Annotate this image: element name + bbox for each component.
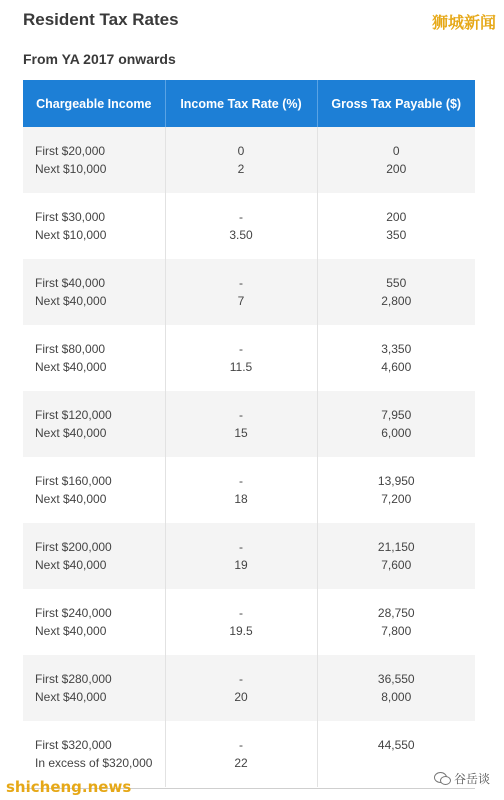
cell-gross-tax-payable-line: 21,150 [377,540,415,554]
cell-gross-tax-payable [317,589,475,655]
cell-chargeable-income [23,655,165,721]
cell-gross-tax-payable [317,523,475,589]
cell-income-tax-rate-line: 15 [234,426,248,440]
header-gross-tax-payable: Gross Tax Payable ($) [317,80,475,127]
cell-income-tax-rate-line: 19.5 [229,624,253,638]
cell-income-tax-rate-line: 22 [234,756,248,770]
cell-chargeable-income [23,589,165,655]
cell-income-tax-rate-line: - [239,672,243,686]
table-row [23,259,475,325]
cell-gross-tax-payable [317,457,475,523]
wechat-icon [434,772,450,785]
cell-income-tax-rate-line: - [239,210,243,224]
cell-chargeable-income [23,457,165,523]
cell-income-tax-rate-line: 20 [234,690,248,704]
table-row [23,523,475,589]
cell-income-tax-rate [165,127,317,193]
cell-income-tax-rate [165,457,317,523]
cell-chargeable-income-line: Next $40,000 [35,690,107,704]
cell-income-tax-rate [165,259,317,325]
watermark-bottom-right-text: 谷岳谈 [453,772,490,786]
cell-gross-tax-payable-line: 350 [386,228,407,242]
cell-chargeable-income-line: Next $40,000 [35,426,107,440]
table-row [23,325,475,391]
cell-income-tax-rate [165,325,317,391]
cell-chargeable-income-line: First $80,000 [35,342,106,356]
cell-gross-tax-payable-line: 7,600 [381,558,412,572]
tax-rates-table [23,80,475,787]
table-row [23,127,475,193]
cell-chargeable-income-line: Next $10,000 [35,228,107,242]
cell-income-tax-rate-line: - [239,408,243,422]
cell-chargeable-income-line: First $160,000 [35,474,112,488]
cell-chargeable-income-line: First $200,000 [35,540,112,554]
cell-income-tax-rate-line: 11.5 [229,360,253,374]
cell-gross-tax-payable-line: 44,550 [377,738,415,752]
cell-gross-tax-payable-line: 7,800 [381,624,412,638]
table-row [23,655,475,721]
cell-gross-tax-payable-line: 36,550 [377,672,415,686]
cell-chargeable-income-line: First $40,000 [35,276,106,290]
cell-chargeable-income-line: In excess of $320,000 [35,756,153,770]
cell-gross-tax-payable-line: 6,000 [381,426,412,440]
cell-gross-tax-payable-line: 200 [386,162,407,176]
cell-gross-tax-payable-line: 550 [386,276,407,290]
cell-chargeable-income [23,325,165,391]
cell-chargeable-income-line: First $30,000 [35,210,106,224]
cell-income-tax-rate [165,655,317,721]
cell-chargeable-income [23,523,165,589]
table-row [23,193,475,259]
header-chargeable-income: Chargeable Income [23,80,165,127]
cell-income-tax-rate-line: - [239,540,243,554]
cell-income-tax-rate-line: - [239,738,243,752]
cell-income-tax-rate [165,523,317,589]
cell-gross-tax-payable-line: 0 [392,144,400,158]
cell-chargeable-income-line: First $120,000 [35,408,112,422]
cell-gross-tax-payable-line: 7,200 [381,492,412,506]
cell-chargeable-income-line: Next $40,000 [35,492,107,506]
cell-gross-tax-payable-line: 3,350 [381,342,412,356]
table-row [23,589,475,655]
watermark-bottom-left: shicheng.news [6,778,132,796]
cell-income-tax-rate-line: 19 [234,558,248,572]
cell-chargeable-income-line: Next $40,000 [35,558,107,572]
cell-income-tax-rate-line: 18 [234,492,248,506]
cell-gross-tax-payable [317,259,475,325]
cell-income-tax-rate [165,391,317,457]
cell-income-tax-rate [165,589,317,655]
cell-income-tax-rate-line: - [239,276,243,290]
cell-income-tax-rate-line: 2 [237,162,245,176]
cell-gross-tax-payable-line: 2,800 [381,294,412,308]
header-income-tax-rate: Income Tax Rate (%) [165,80,317,127]
watermark-top: 狮城新闻 [431,13,496,32]
cell-income-tax-rate-line: 0 [237,144,245,158]
page-title: Resident Tax Rates [23,10,179,29]
cell-gross-tax-payable-line: 4,600 [381,360,412,374]
cell-chargeable-income-line: Next $40,000 [35,360,107,374]
cell-chargeable-income-line: First $280,000 [35,672,112,686]
cell-gross-tax-payable-line: 28,750 [377,606,415,620]
cell-chargeable-income [23,127,165,193]
table-header-row [23,80,475,127]
cell-income-tax-rate-line: 7 [237,294,245,308]
cell-chargeable-income-line: Next $40,000 [35,624,107,638]
cell-gross-tax-payable [317,127,475,193]
cell-income-tax-rate-line: 3.50 [229,228,253,242]
cell-chargeable-income-line: First $240,000 [35,606,112,620]
cell-gross-tax-payable-line: 13,950 [377,474,415,488]
cell-gross-tax-payable [317,193,475,259]
cell-chargeable-income [23,193,165,259]
cell-chargeable-income [23,259,165,325]
table-body [23,127,475,787]
cell-chargeable-income-line: First $20,000 [35,144,106,158]
cell-gross-tax-payable [317,325,475,391]
table-row [23,391,475,457]
page-subtitle: From YA 2017 onwards [23,51,176,67]
cell-chargeable-income-line: Next $40,000 [35,294,107,308]
cell-chargeable-income-line: First $320,000 [35,738,112,752]
cell-chargeable-income [23,391,165,457]
cell-income-tax-rate-line: - [239,474,243,488]
cell-chargeable-income-line: Next $10,000 [35,162,107,176]
cell-gross-tax-payable-line: 200 [386,210,407,224]
cell-gross-tax-payable-line: 7,950 [381,408,412,422]
cell-gross-tax-payable [317,391,475,457]
table-row [23,457,475,523]
cell-income-tax-rate-line: - [239,606,243,620]
cell-income-tax-rate [165,721,317,787]
cell-gross-tax-payable-line: 8,000 [381,690,412,704]
watermark-bottom-right [434,770,490,787]
cell-income-tax-rate [165,193,317,259]
cell-gross-tax-payable [317,655,475,721]
cell-income-tax-rate-line: - [239,342,243,356]
